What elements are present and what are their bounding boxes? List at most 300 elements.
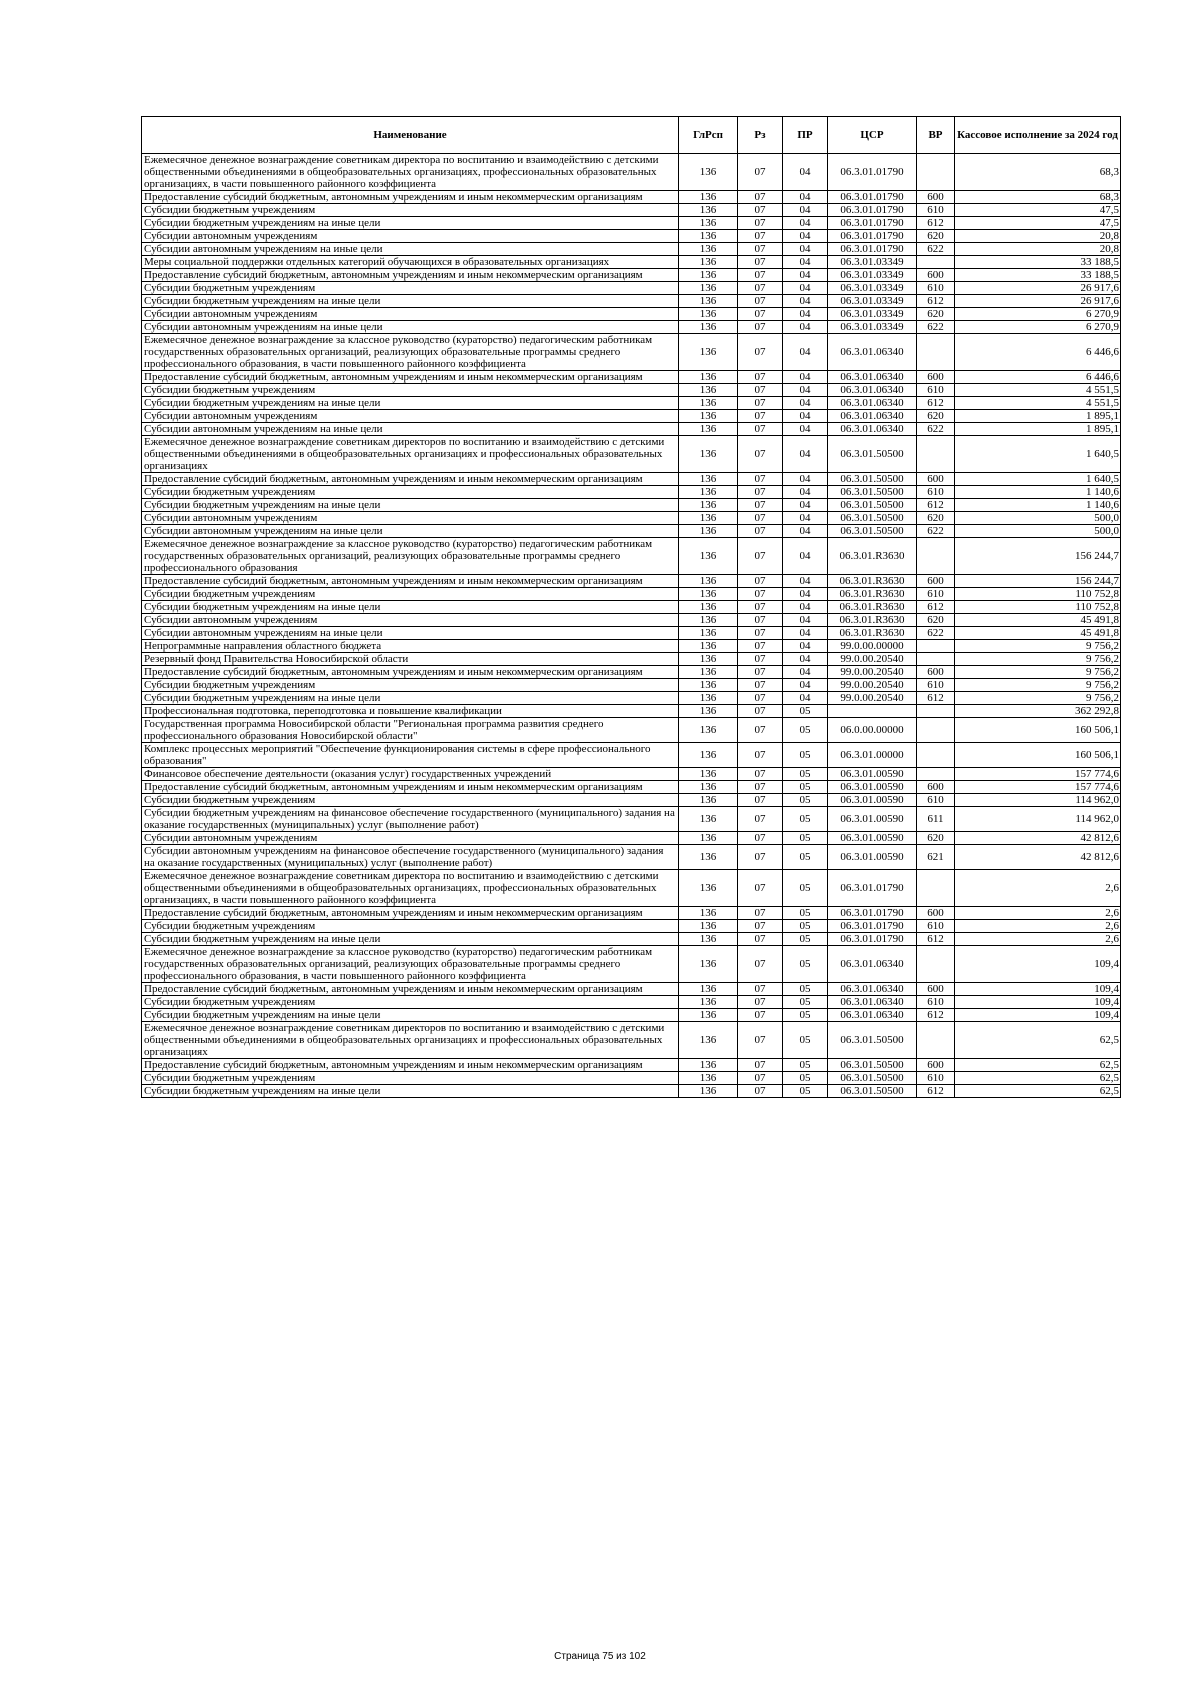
cell-amount: 62,5: [955, 1059, 1121, 1072]
cell-glrsp: 136: [679, 705, 738, 718]
table-header-row: [142, 117, 1121, 154]
table-row: [142, 718, 1121, 743]
cell-amount: 2,6: [955, 920, 1121, 933]
cell-vr: 610: [917, 588, 955, 601]
cell-rz: 07: [738, 538, 783, 575]
cell-glrsp: 136: [679, 282, 738, 295]
table-row: [142, 653, 1121, 666]
table-row: [142, 1022, 1121, 1059]
cell-vr: [917, 946, 955, 983]
table-row: [142, 832, 1121, 845]
cell-csr: 06.3.01.R3630: [828, 614, 917, 627]
cell-csr: [828, 705, 917, 718]
table-row: [142, 679, 1121, 692]
cell-csr: 06.3.01.00590: [828, 768, 917, 781]
cell-csr: 06.3.01.00590: [828, 845, 917, 870]
cell-glrsp: 136: [679, 538, 738, 575]
cell-glrsp: 136: [679, 204, 738, 217]
cell-amount: 156 244,7: [955, 575, 1121, 588]
cell-csr: 06.3.01.50500: [828, 1022, 917, 1059]
cell-rz: 07: [738, 640, 783, 653]
cell-name: Субсидии бюджетным учреждениям на финансовое обеспечение государственного (муниципального) задания на оказание государственных (муниципальных) услуг (выполнение работ): [142, 807, 679, 832]
cell-pr: 05: [783, 1059, 828, 1072]
cell-amount: 33 188,5: [955, 256, 1121, 269]
cell-name: Субсидии автономным учреждениям на иные цели: [142, 423, 679, 436]
cell-amount: 20,8: [955, 243, 1121, 256]
cell-csr: 06.3.01.00590: [828, 832, 917, 845]
cell-amount: 33 188,5: [955, 269, 1121, 282]
cell-glrsp: 136: [679, 832, 738, 845]
table-row: [142, 640, 1121, 653]
header-name: Наименование: [142, 117, 679, 154]
cell-vr: [917, 718, 955, 743]
cell-glrsp: 136: [679, 525, 738, 538]
header-pr: ПР: [783, 117, 828, 154]
cell-pr: 04: [783, 601, 828, 614]
cell-pr: 04: [783, 384, 828, 397]
cell-name: Предоставление субсидий бюджетным, автономным учреждениям и иным некоммерческим организациям: [142, 575, 679, 588]
header-glrsp: ГлРсп: [679, 117, 738, 154]
cell-rz: 07: [738, 946, 783, 983]
cell-pr: 05: [783, 983, 828, 996]
table-row: [142, 321, 1121, 334]
cell-vr: 622: [917, 525, 955, 538]
cell-rz: 07: [738, 295, 783, 308]
table-row: [142, 473, 1121, 486]
cell-glrsp: 136: [679, 768, 738, 781]
cell-name: Резервный фонд Правительства Новосибирской области: [142, 653, 679, 666]
cell-vr: 612: [917, 499, 955, 512]
cell-csr: 06.3.01.50500: [828, 473, 917, 486]
cell-rz: 07: [738, 983, 783, 996]
cell-csr: 06.3.01.01790: [828, 204, 917, 217]
cell-amount: 6 446,6: [955, 371, 1121, 384]
cell-rz: 07: [738, 588, 783, 601]
cell-rz: 07: [738, 627, 783, 640]
cell-glrsp: 136: [679, 1085, 738, 1098]
cell-amount: 109,4: [955, 983, 1121, 996]
cell-glrsp: 136: [679, 230, 738, 243]
cell-csr: 06.3.01.06340: [828, 423, 917, 436]
cell-pr: 04: [783, 640, 828, 653]
table-row: [142, 1059, 1121, 1072]
cell-csr: 06.3.01.01790: [828, 217, 917, 230]
cell-vr: 610: [917, 996, 955, 1009]
cell-csr: 06.3.01.01790: [828, 920, 917, 933]
cell-csr: 06.3.01.03349: [828, 321, 917, 334]
cell-rz: 07: [738, 486, 783, 499]
table-row: [142, 845, 1121, 870]
cell-amount: 1 895,1: [955, 410, 1121, 423]
table-row: [142, 436, 1121, 473]
cell-glrsp: 136: [679, 666, 738, 679]
cell-glrsp: 136: [679, 269, 738, 282]
cell-pr: 04: [783, 692, 828, 705]
cell-pr: 04: [783, 397, 828, 410]
cell-glrsp: 136: [679, 933, 738, 946]
cell-amount: 62,5: [955, 1072, 1121, 1085]
cell-name: Субсидии автономным учреждениям: [142, 410, 679, 423]
cell-csr: 06.3.01.06340: [828, 996, 917, 1009]
table-row: [142, 308, 1121, 321]
cell-rz: 07: [738, 384, 783, 397]
cell-vr: 610: [917, 679, 955, 692]
cell-csr: 06.3.01.06340: [828, 983, 917, 996]
table-row: [142, 588, 1121, 601]
cell-amount: 26 917,6: [955, 295, 1121, 308]
table-row: [142, 794, 1121, 807]
cell-vr: 612: [917, 692, 955, 705]
table-row: [142, 1009, 1121, 1022]
cell-csr: 06.3.01.03349: [828, 295, 917, 308]
cell-pr: 04: [783, 614, 828, 627]
cell-rz: 07: [738, 321, 783, 334]
table-row: [142, 204, 1121, 217]
cell-vr: [917, 768, 955, 781]
cell-glrsp: 136: [679, 870, 738, 907]
cell-amount: 160 506,1: [955, 743, 1121, 768]
cell-rz: 07: [738, 845, 783, 870]
cell-pr: 04: [783, 588, 828, 601]
cell-csr: 06.3.01.50500: [828, 525, 917, 538]
table-row: [142, 256, 1121, 269]
cell-rz: 07: [738, 1022, 783, 1059]
cell-csr: 99.0.00.00000: [828, 640, 917, 653]
table-row: [142, 705, 1121, 718]
table-row: [142, 768, 1121, 781]
cell-pr: 05: [783, 705, 828, 718]
cell-name: Субсидии бюджетным учреждениям: [142, 794, 679, 807]
cell-csr: 99.0.00.20540: [828, 679, 917, 692]
cell-rz: 07: [738, 334, 783, 371]
cell-name: Предоставление субсидий бюджетным, автономным учреждениям и иным некоммерческим организациям: [142, 371, 679, 384]
cell-name: Ежемесячное денежное вознаграждение советникам директора по воспитанию и взаимодействию с детскими общественными объединениями в общеобразовательных организациях, профессиональных образовательных организациях, в части повышенного районного коэффициента: [142, 870, 679, 907]
table-row: [142, 781, 1121, 794]
cell-csr: 06.3.01.06340: [828, 334, 917, 371]
table-row: [142, 601, 1121, 614]
cell-rz: 07: [738, 191, 783, 204]
cell-csr: 99.0.00.20540: [828, 653, 917, 666]
cell-pr: 04: [783, 499, 828, 512]
cell-glrsp: 136: [679, 794, 738, 807]
cell-csr: 06.3.01.03349: [828, 256, 917, 269]
cell-name: Предоставление субсидий бюджетным, автономным учреждениям и иным некоммерческим организациям: [142, 983, 679, 996]
cell-glrsp: 136: [679, 295, 738, 308]
table-row: [142, 230, 1121, 243]
cell-csr: 06.3.01.03349: [828, 282, 917, 295]
cell-csr: 06.3.01.00000: [828, 743, 917, 768]
cell-pr: 04: [783, 575, 828, 588]
cell-pr: 05: [783, 1085, 828, 1098]
cell-glrsp: 136: [679, 256, 738, 269]
cell-rz: 07: [738, 705, 783, 718]
table-row: [142, 217, 1121, 230]
cell-glrsp: 136: [679, 1059, 738, 1072]
cell-vr: 610: [917, 920, 955, 933]
cell-amount: 68,3: [955, 191, 1121, 204]
cell-pr: 04: [783, 308, 828, 321]
cell-vr: 620: [917, 832, 955, 845]
cell-rz: 07: [738, 204, 783, 217]
cell-csr: 06.3.01.01790: [828, 243, 917, 256]
cell-amount: 42 812,6: [955, 845, 1121, 870]
cell-rz: 07: [738, 512, 783, 525]
cell-name: Финансовое обеспечение деятельности (оказания услуг) государственных учреждений: [142, 768, 679, 781]
cell-pr: 04: [783, 230, 828, 243]
cell-vr: [917, 154, 955, 191]
cell-glrsp: 136: [679, 946, 738, 983]
cell-rz: 07: [738, 1072, 783, 1085]
cell-name: Субсидии автономным учреждениям на иные цели: [142, 525, 679, 538]
cell-rz: 07: [738, 743, 783, 768]
cell-vr: 600: [917, 575, 955, 588]
cell-pr: 04: [783, 295, 828, 308]
cell-glrsp: 136: [679, 499, 738, 512]
cell-amount: 1 140,6: [955, 486, 1121, 499]
cell-rz: 07: [738, 525, 783, 538]
cell-amount: 156 244,7: [955, 538, 1121, 575]
cell-vr: 611: [917, 807, 955, 832]
cell-pr: 04: [783, 256, 828, 269]
table-row: [142, 269, 1121, 282]
cell-amount: 2,6: [955, 870, 1121, 907]
cell-name: Субсидии автономным учреждениям на иные цели: [142, 321, 679, 334]
cell-amount: 110 752,8: [955, 588, 1121, 601]
cell-rz: 07: [738, 243, 783, 256]
cell-pr: 05: [783, 1009, 828, 1022]
table-row: [142, 807, 1121, 832]
cell-pr: 05: [783, 870, 828, 907]
cell-glrsp: 136: [679, 653, 738, 666]
cell-vr: 610: [917, 794, 955, 807]
table-row: [142, 243, 1121, 256]
table-row: [142, 996, 1121, 1009]
cell-pr: 05: [783, 907, 828, 920]
cell-amount: 45 491,8: [955, 614, 1121, 627]
cell-vr: [917, 538, 955, 575]
cell-name: Ежемесячное денежное вознаграждение советникам директоров по воспитанию и взаимодействию с детскими общественными объединениями в общеобразовательных организациях и профессиональных образовательных организациях: [142, 436, 679, 473]
cell-pr: 04: [783, 512, 828, 525]
cell-glrsp: 136: [679, 983, 738, 996]
cell-name: Субсидии бюджетным учреждениям: [142, 588, 679, 601]
cell-pr: 05: [783, 845, 828, 870]
cell-glrsp: 136: [679, 321, 738, 334]
cell-csr: 06.3.01.R3630: [828, 627, 917, 640]
table-row: [142, 410, 1121, 423]
cell-glrsp: 136: [679, 154, 738, 191]
cell-csr: 06.3.01.03349: [828, 269, 917, 282]
cell-vr: 620: [917, 512, 955, 525]
table-row: [142, 512, 1121, 525]
cell-rz: 07: [738, 217, 783, 230]
cell-amount: 157 774,6: [955, 781, 1121, 794]
cell-rz: 07: [738, 907, 783, 920]
cell-name: Субсидии бюджетным учреждениям на иные цели: [142, 601, 679, 614]
cell-name: Профессиональная подготовка, переподготовка и повышение квалификации: [142, 705, 679, 718]
cell-pr: 04: [783, 525, 828, 538]
cell-vr: [917, 870, 955, 907]
cell-vr: 612: [917, 601, 955, 614]
cell-name: Субсидии бюджетным учреждениям на иные цели: [142, 692, 679, 705]
table-row: [142, 525, 1121, 538]
table-row: [142, 397, 1121, 410]
page-number: Страница 75 из 102: [554, 1651, 646, 1662]
cell-glrsp: 136: [679, 512, 738, 525]
cell-amount: 47,5: [955, 217, 1121, 230]
cell-amount: 26 917,6: [955, 282, 1121, 295]
cell-csr: 06.3.01.50500: [828, 512, 917, 525]
cell-rz: 07: [738, 269, 783, 282]
cell-csr: 06.3.01.00590: [828, 781, 917, 794]
cell-csr: 06.3.01.50500: [828, 1072, 917, 1085]
cell-name: Субсидии автономным учреждениям: [142, 230, 679, 243]
cell-vr: 620: [917, 410, 955, 423]
cell-vr: [917, 653, 955, 666]
table-row: [142, 191, 1121, 204]
cell-csr: 99.0.00.20540: [828, 692, 917, 705]
cell-glrsp: 136: [679, 243, 738, 256]
cell-rz: 07: [738, 1059, 783, 1072]
cell-csr: 06.3.01.01790: [828, 907, 917, 920]
cell-amount: 6 270,9: [955, 321, 1121, 334]
table-row: [142, 666, 1121, 679]
cell-pr: 04: [783, 191, 828, 204]
cell-csr: 06.3.01.01790: [828, 191, 917, 204]
cell-glrsp: 136: [679, 397, 738, 410]
cell-amount: 2,6: [955, 907, 1121, 920]
cell-vr: 622: [917, 423, 955, 436]
cell-rz: 07: [738, 499, 783, 512]
cell-vr: [917, 640, 955, 653]
cell-amount: 62,5: [955, 1022, 1121, 1059]
cell-name: Субсидии автономным учреждениям на иные цели: [142, 243, 679, 256]
cell-glrsp: 136: [679, 1022, 738, 1059]
cell-csr: 06.3.01.50500: [828, 499, 917, 512]
cell-amount: 500,0: [955, 512, 1121, 525]
cell-glrsp: 136: [679, 486, 738, 499]
cell-pr: 04: [783, 679, 828, 692]
cell-vr: [917, 334, 955, 371]
cell-glrsp: 136: [679, 627, 738, 640]
cell-rz: 07: [738, 832, 783, 845]
cell-csr: 06.3.01.50500: [828, 1085, 917, 1098]
cell-vr: [917, 436, 955, 473]
cell-amount: 1 640,5: [955, 436, 1121, 473]
cell-amount: 114 962,0: [955, 807, 1121, 832]
cell-pr: 04: [783, 653, 828, 666]
cell-csr: 06.3.01.R3630: [828, 575, 917, 588]
cell-rz: 07: [738, 256, 783, 269]
cell-vr: 610: [917, 384, 955, 397]
cell-amount: 157 774,6: [955, 768, 1121, 781]
cell-glrsp: 136: [679, 191, 738, 204]
cell-pr: 04: [783, 371, 828, 384]
cell-vr: 610: [917, 486, 955, 499]
cell-csr: 06.3.01.50500: [828, 486, 917, 499]
table-row: [142, 499, 1121, 512]
cell-pr: 04: [783, 269, 828, 282]
cell-glrsp: 136: [679, 1009, 738, 1022]
cell-vr: 621: [917, 845, 955, 870]
cell-rz: 07: [738, 794, 783, 807]
cell-rz: 07: [738, 1009, 783, 1022]
cell-vr: 600: [917, 781, 955, 794]
cell-pr: 04: [783, 204, 828, 217]
cell-rz: 07: [738, 653, 783, 666]
cell-rz: 07: [738, 230, 783, 243]
cell-glrsp: 136: [679, 334, 738, 371]
cell-amount: 62,5: [955, 1085, 1121, 1098]
cell-vr: 610: [917, 1072, 955, 1085]
cell-rz: 07: [738, 436, 783, 473]
cell-amount: 2,6: [955, 933, 1121, 946]
cell-pr: 04: [783, 436, 828, 473]
cell-vr: 600: [917, 473, 955, 486]
cell-pr: 04: [783, 217, 828, 230]
table-row: [142, 920, 1121, 933]
cell-vr: 612: [917, 1009, 955, 1022]
cell-csr: 06.3.01.06340: [828, 410, 917, 423]
cell-amount: 110 752,8: [955, 601, 1121, 614]
cell-pr: 05: [783, 768, 828, 781]
cell-glrsp: 136: [679, 920, 738, 933]
cell-name: Ежемесячное денежное вознаграждение за классное руководство (кураторство) педагогическим работникам государственных образовательных организаций, реализующих образовательные программы среднего профессионального образования, в части повышенного районного коэффициента: [142, 334, 679, 371]
cell-rz: 07: [738, 679, 783, 692]
table-row: [142, 384, 1121, 397]
cell-name: Субсидии бюджетным учреждениям на иные цели: [142, 295, 679, 308]
cell-name: Субсидии бюджетным учреждениям на иные цели: [142, 499, 679, 512]
cell-glrsp: 136: [679, 679, 738, 692]
cell-csr: 99.0.00.20540: [828, 666, 917, 679]
cell-name: Субсидии бюджетным учреждениям: [142, 486, 679, 499]
cell-glrsp: 136: [679, 410, 738, 423]
cell-pr: 04: [783, 538, 828, 575]
cell-rz: 07: [738, 692, 783, 705]
cell-name: Непрограммные направления областного бюджета: [142, 640, 679, 653]
cell-glrsp: 136: [679, 614, 738, 627]
cell-amount: 362 292,8: [955, 705, 1121, 718]
cell-amount: 42 812,6: [955, 832, 1121, 845]
cell-name: Ежемесячное денежное вознаграждение советникам директоров по воспитанию и взаимодействию с детскими общественными объединениями в общеобразовательных организациях и профессиональных образовательных организациях: [142, 1022, 679, 1059]
cell-name: Субсидии автономным учреждениям: [142, 832, 679, 845]
cell-rz: 07: [738, 1085, 783, 1098]
table-row: [142, 946, 1121, 983]
cell-pr: 04: [783, 321, 828, 334]
cell-glrsp: 136: [679, 308, 738, 321]
cell-rz: 07: [738, 423, 783, 436]
cell-rz: 07: [738, 666, 783, 679]
cell-rz: 07: [738, 575, 783, 588]
cell-name: Меры социальной поддержки отдельных категорий обучающихся в образовательных организациях: [142, 256, 679, 269]
cell-rz: 07: [738, 282, 783, 295]
cell-glrsp: 136: [679, 781, 738, 794]
header-vr: ВР: [917, 117, 955, 154]
cell-glrsp: 136: [679, 217, 738, 230]
cell-name: Субсидии бюджетным учреждениям на иные цели: [142, 397, 679, 410]
cell-rz: 07: [738, 308, 783, 321]
cell-name: Предоставление субсидий бюджетным, автономным учреждениям и иным некоммерческим организациям: [142, 781, 679, 794]
cell-glrsp: 136: [679, 371, 738, 384]
cell-rz: 07: [738, 807, 783, 832]
cell-rz: 07: [738, 614, 783, 627]
cell-name: Предоставление субсидий бюджетным, автономным учреждениям и иным некоммерческим организациям: [142, 666, 679, 679]
cell-vr: 622: [917, 627, 955, 640]
cell-vr: 600: [917, 191, 955, 204]
cell-rz: 07: [738, 601, 783, 614]
cell-rz: 07: [738, 410, 783, 423]
cell-vr: [917, 256, 955, 269]
table-row: [142, 1072, 1121, 1085]
